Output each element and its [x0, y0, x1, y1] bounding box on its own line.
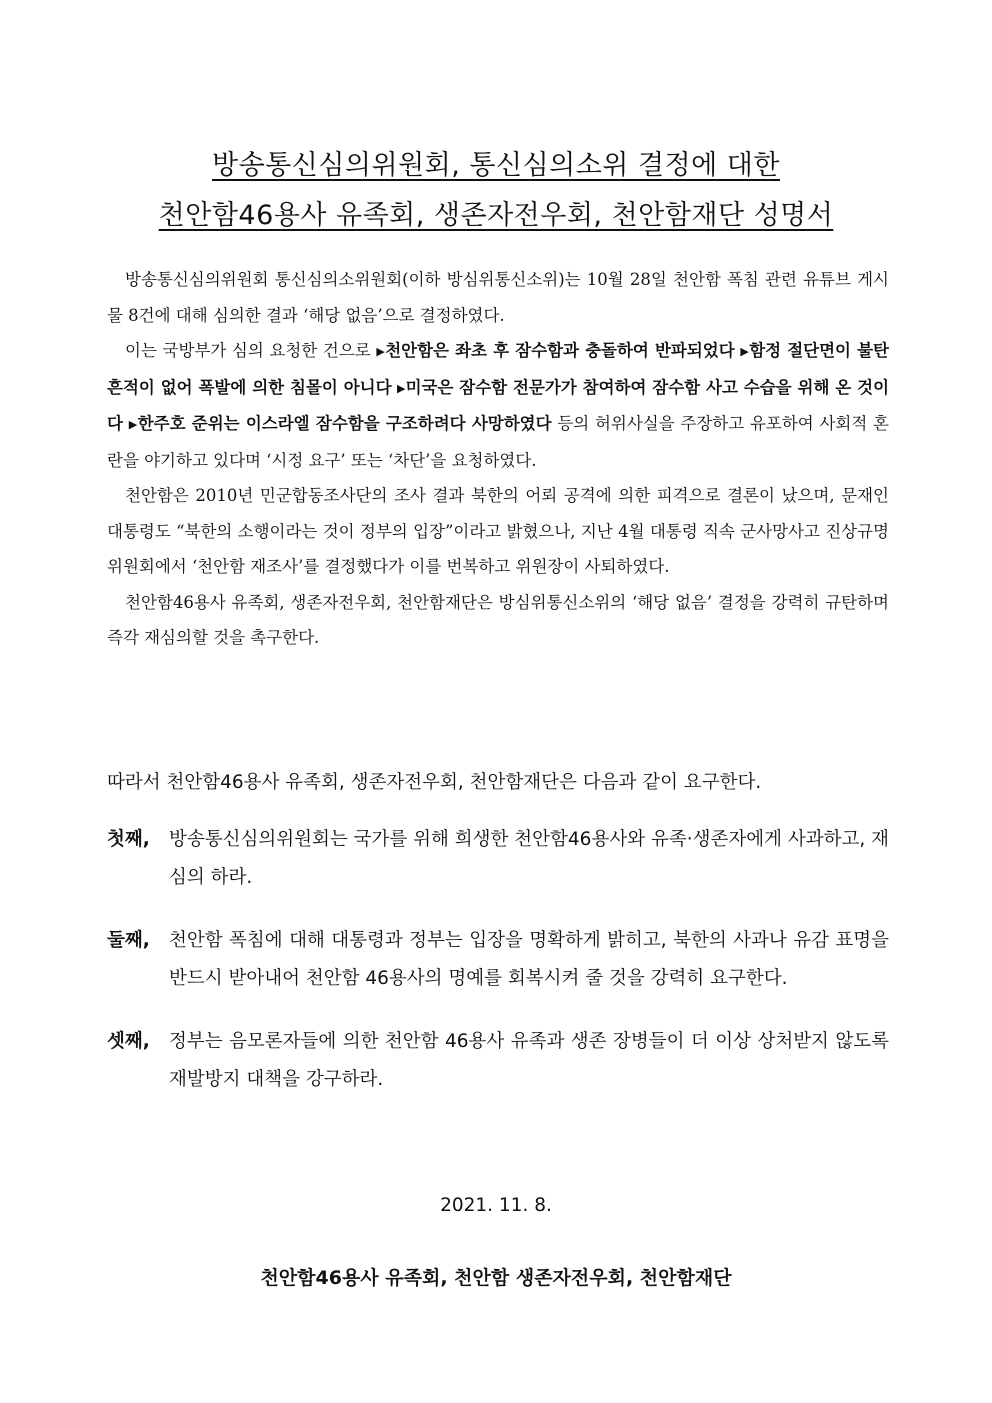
- demand-text-3: 정부는 음모론자들에 의한 천안함 46용사 유족과 생존 장병들이 더 이상 상처받지 않도록 재발방지 대책을 강구하라.: [169, 1030, 889, 1090]
- triangle-bullet-icon: ▶: [396, 381, 406, 395]
- claim-4: 한주호 준위는 이스라엘 잠수함을 구조하려다 사망하였다: [137, 414, 552, 433]
- demand-text-1: 방송통신심의위원회는 국가를 위해 희생한 천안함46용사와 유족·생존자에게 사과하고, 재심의 하라.: [169, 828, 889, 888]
- demand-label-1: 첫째,: [107, 828, 150, 850]
- demand-item-2: [107, 922, 889, 999]
- statement-body: [107, 262, 889, 656]
- paragraph-4: 천안함46용사 유족회, 생존자전우회, 천안함재단은 방심위통신소위의 ‘해당 없음’ 결정을 강력히 규탄하며 즉각 재심의할 것을 촉구한다.: [107, 592, 889, 647]
- demand-item-3: [107, 1023, 889, 1100]
- demand-label-3: 셋째,: [107, 1030, 150, 1052]
- paragraph-2-tail: 등의 허위사실을 주장하고 유포하여 사회적 혼란을 야기하고 있다며 ‘시정 요구’ 또는 ‘차단’을 요청하였다.: [107, 414, 889, 470]
- triangle-bullet-icon: ▶: [740, 345, 750, 358]
- demands-section: [107, 764, 889, 1100]
- triangle-bullet-icon: ▶: [128, 418, 138, 431]
- statement-date: 2021. 11. 8.: [440, 1195, 552, 1216]
- title-line-2: 천안함46용사 유족회, 생존자전우회, 천안함재단 성명서: [158, 200, 834, 231]
- demands-intro: 따라서 천안함46용사 유족회, 생존자전우회, 천안함재단은 다음과 같이 요구한다.: [107, 772, 762, 793]
- demand-item-1: [107, 821, 889, 898]
- signatories: 천안함46용사 유족회, 천안함 생존자전우회, 천안함재단: [260, 1267, 732, 1289]
- claim-3: 미국은 잠수함 전문가가 참여하여 잠수함 사고 수습을 위해 온 것이다: [107, 377, 890, 433]
- paragraph-2-lead: 이는 국방부가 심의 요청한 건으로: [125, 341, 377, 360]
- title-line-1: 방송통신심의위원회, 통신심의소위 결정에 대한: [212, 150, 780, 181]
- claim-1: 천안함은 좌초 후 잠수함과 충돌하여 반파되었다: [385, 341, 735, 360]
- paragraph-3: 천안함은 2010년 민군합동조사단의 조사 결과 북한의 어뢰 공격에 의한 피격으로 결론이 났으며, 문재인 대통령도 “북한의 소행이라는 것이 정부의 입장”이라고 밝혔으나, 지난 4월 대통령 직속 군사망사고 진상규명위원회에서 ‘천안함 재조사’를 결정했다가 이를 번복하고 위원장이 사퇴하였다.: [107, 486, 889, 576]
- demand-text-2: 천안함 폭침에 대해 대통령과 정부는 입장을 명확하게 밝히고, 북한의 사과나 유감 표명을 반드시 받아내어 천안함 46용사의 명예를 회복시켜 줄 것을 강력히 요구한다.: [169, 929, 889, 989]
- claim-2: 함정 절단면이 불탄 흔적이 없어 폭발에 의한 침몰이 아니다: [107, 341, 889, 397]
- triangle-bullet-icon: ▶: [376, 345, 386, 358]
- demand-label-2: 둘째,: [107, 929, 150, 951]
- paragraph-1: 방송통신심의위원회 통신심의소위원회(이하 방심위통신소위)는 10월 28일 천안함 폭침 관련 유튜브 게시물 8건에 대해 심의한 결과 ‘해당 없음’으로 결정하였다.: [107, 270, 889, 325]
- paragraph-2: [107, 333, 889, 478]
